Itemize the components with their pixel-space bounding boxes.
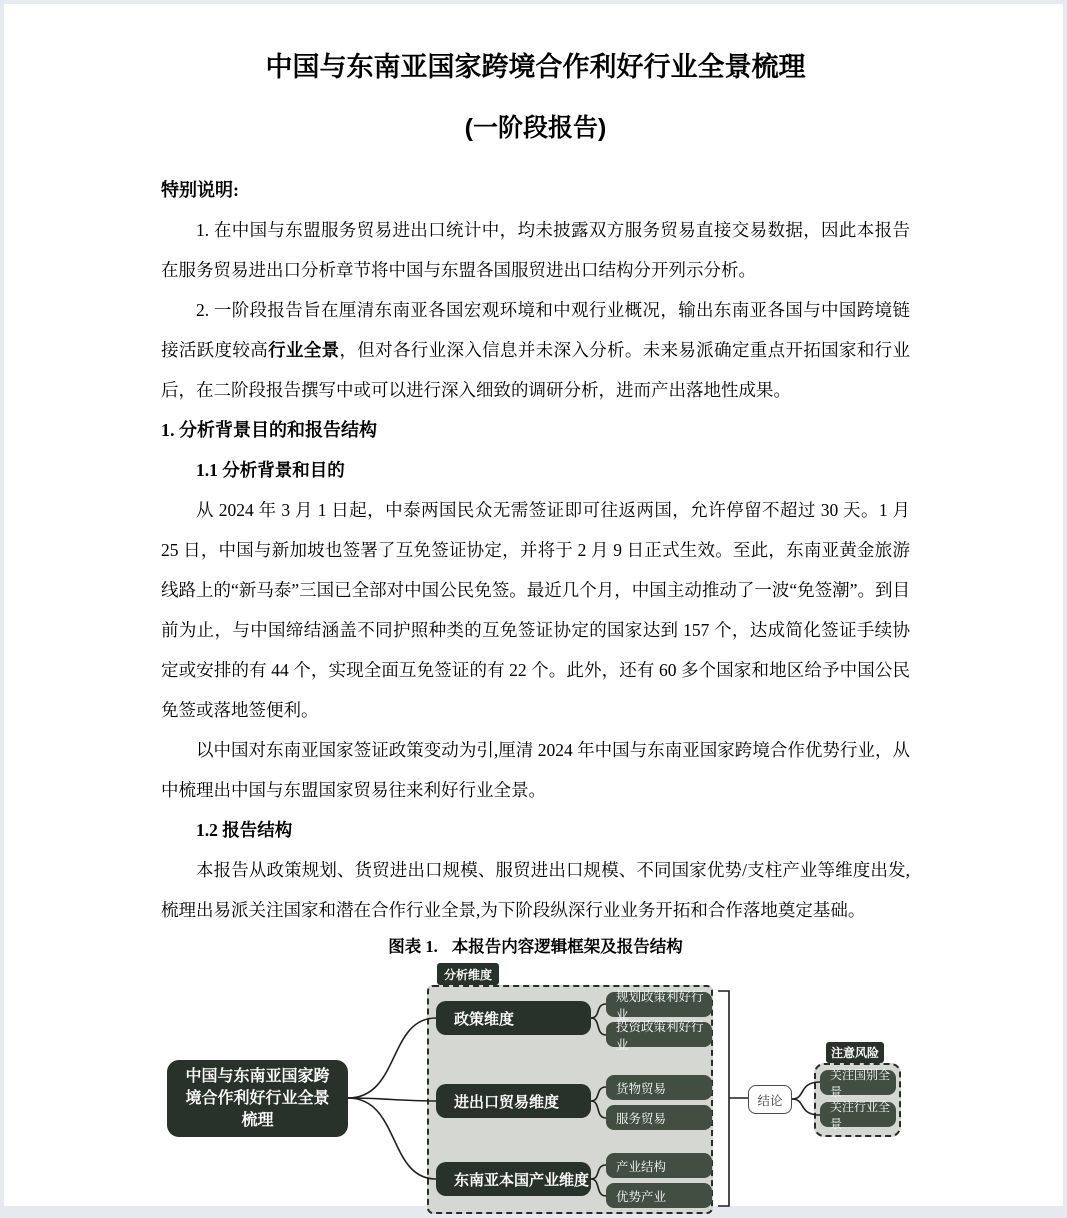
diagram-leaf-services-trade: 服务贸易: [606, 1105, 712, 1130]
diagram-root-node: 中国与东南亚国家跨境合作利好行业全景梳理: [167, 1060, 348, 1137]
diagram-node-domestic-industry-dimension: 东南亚本国产业维度: [436, 1162, 591, 1196]
diagram-leaf-industry-structure: 产业结构: [606, 1153, 712, 1178]
document-page: [4, 4, 1063, 1206]
figure-logic-diagram: [4, 962, 1063, 1217]
diagram-leaf-investment-policy: 投资政策利好行业: [606, 1022, 712, 1047]
doc-subtitle: (一阶段报告): [464, 114, 607, 142]
note2-post: ，但对各行业深入信息并未深入分析。未来易派确定重点开拓国家和行业后，在二阶段报告撰写中或可以进行深入细致的调研分析，进而产出落地性成果。: [161, 340, 911, 400]
diagram-node-trade-dimension: 进出口贸易维度: [436, 1084, 591, 1118]
diagram-leaf-planning-policy: 规划政策利好行业: [606, 992, 712, 1017]
diagram-leaf-industry-panorama: 关注行业全景: [820, 1102, 896, 1127]
diagram-leaf-goods-trade: 货物贸易: [606, 1075, 712, 1100]
special-note-item-2: [161, 290, 910, 410]
special-note-label: 特别说明:: [161, 180, 239, 200]
diagram-tab-risk-note: 注意风险: [826, 1042, 884, 1063]
document-content: [4, 50, 1063, 960]
note2-pre: 2. 一阶段报告旨在厘清东南亚各国宏观环境和中观行业概况，输出东南亚各国与中国跨境链接活跃度较高: [161, 300, 910, 360]
special-note-item-1: 1. 在中国与东盟服务贸易进出口统计中，均未披露双方服务贸易直接交易数据，因此本报告在服务贸易进出口分析章节将中国与东盟各国服贸进出口结构分开列示分析。: [161, 220, 910, 280]
figure-caption-number: 图表 1.: [388, 937, 438, 956]
section-1-1-heading: 1.1 分析背景和目的: [196, 460, 345, 480]
paragraph-structure: 本报告从政策规划、货贸进出口规模、服贸进出口规模、不同国家优势/支柱产业等维度出发,梳理出易派关注国家和潜在合作行业全景,为下阶段纵深行业业务开拓和合作落地奠定基础。: [161, 860, 910, 920]
figure-caption: [161, 934, 910, 960]
diagram-node-conclusion: 结论: [748, 1085, 792, 1114]
diagram-node-policy-dimension: 政策维度: [436, 1001, 591, 1035]
paragraph-background-2: 以中国对东南亚国家签证政策变动为引,厘清 2024 年中国与东南亚国家跨境合作优势行业，从中梳理出中国与东盟国家贸易往来利好行业全景。: [161, 740, 910, 800]
doc-title: 中国与东南亚国家跨境合作利好行业全景梳理: [265, 52, 806, 82]
paragraph-background-1: 从 2024 年 3 月 1 日起，中泰两国民众无需签证即可往返两国，允许停留不超过 30 天。1 月 25 日，中国与新加坡也签署了互免签证协定，并将于 2 月 9 日正式生效。至此，东南亚黄金旅游线路上的“新马泰”三国已全部对中国公民免签。最近几个月，中国主动推动了一波“免签潮”。到目前为止，与中国缔结涵盖不同护照种类的互免签证协定的国家达到 157 个，达成简化签证手续协定或安排的有 44 个，实现全面互免签证的有 22 个。此外，还有 60 多个国家和地区给予中国公民免签或落地签便利。: [161, 500, 910, 720]
diagram-tab-analysis-dimensions: 分析维度: [437, 963, 499, 985]
figure-caption-text: 本报告内容逻辑框架及报告结构: [451, 937, 683, 956]
diagram-leaf-country-panorama: 关注国别全景: [820, 1070, 896, 1095]
diagram-leaf-advantage-industry: 优势产业: [606, 1183, 712, 1208]
section-1-heading: 1. 分析背景目的和报告结构: [161, 420, 377, 440]
note2-bold: 行业全景: [268, 340, 340, 360]
section-1-2-heading: 1.2 报告结构: [196, 820, 293, 840]
